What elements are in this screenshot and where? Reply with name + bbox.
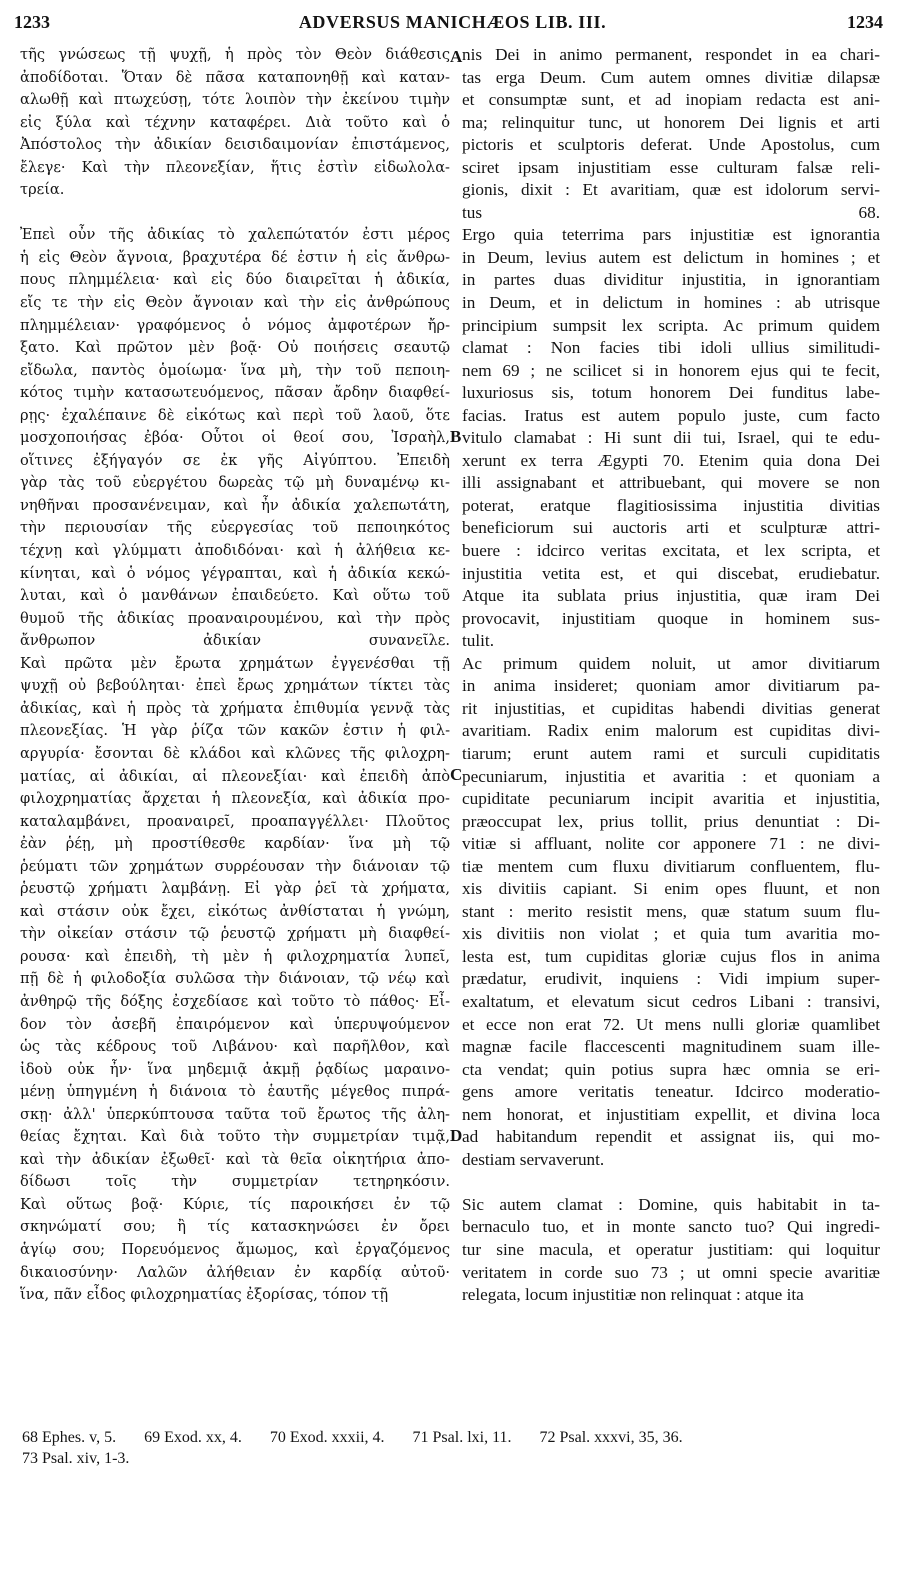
greek-text-line: πλεονεξίας. Ἡ γὰρ ῥίζα τῶν κακῶν ἐστιν ἡ φιλ-	[20, 722, 450, 740]
footnote: 71 Psal. lxi, 11.	[412, 1429, 512, 1446]
greek-text-line: ἵνα, πᾶν εἶδος φιλοχρηματίας ἐξορίσας, τόπον τῇ	[20, 1286, 389, 1304]
page-number-left: 1233	[14, 12, 50, 32]
greek-text-line: τὴν οἰκείαν στάσιν τῷ ῥευστῷ χρήματι μὴ διαφθεί-	[20, 925, 450, 943]
greek-text-line: δικαιοσύνην· Λαλῶν ἀλήθειαν ἐν καρδίᾳ αὐτοῦ·	[20, 1263, 450, 1281]
footnote: 70 Exod. xxxii, 4.	[269, 1429, 385, 1446]
latin-text-line: relegata, locum injustitiæ non relinquat : atque ita	[462, 1285, 804, 1305]
latin-text-line: avaritiam. Radix enim malorum est cupiditas divi-	[462, 721, 880, 741]
paragraph-gap	[20, 202, 450, 225]
latin-text-line: Ac primum quidem noluit, ut amor divitiarum	[462, 653, 880, 673]
page-number-right: 1234	[847, 12, 883, 32]
greek-text-line: Καὶ οὕτως βοᾷ· Κύριε, τίς παροικήσει ἐν τῷ	[20, 1195, 450, 1213]
footnote: 68 Ephes. v, 5.	[22, 1429, 117, 1446]
greek-text-line: τέχνῃ καὶ γλύμματι ἀποδιδόναι· καὶ ἡ ἀλήθεια κε-	[20, 542, 450, 560]
greek-text-line: τὴν περιουσίαν τῆς εὐεργεσίας τοῦ πεποιηκότος	[20, 519, 450, 537]
latin-text-line: poterat, eratque flagitiosissima injustitia divitias	[462, 495, 880, 515]
greek-text-line: ἰδοὺ οὐκ ἦν· ἵνα μηδεμιᾷ ἀκμῇ ῥᾳδίως μαραινο-	[20, 1060, 450, 1078]
latin-text-line: Atque ita sublata prius injustitia, quæ iram Dei	[462, 586, 880, 606]
greek-text-line: καταλαμβάνει, προαναιρεῖ, προαπαγγέλλει· Πλοῦτος	[20, 812, 450, 830]
greek-text-line: θείας ἔχηται. Καὶ διὰ τοῦτο τὴν συμμετρίαν τιμᾷ,	[20, 1128, 450, 1146]
greek-text-line: ἀποδίδοται. Ὅταν δὲ πᾶσα καταπονηθῇ καὶ καταν-	[20, 68, 450, 86]
latin-text-line: xerunt ex terra Ægypti 70. Etenim quia dona Dei	[462, 450, 880, 470]
greek-text-line: γὰρ τὰς τοῦ εὐεργέτου δωρεὰς τῷ μὴ δυναμένῳ κι-	[20, 474, 450, 492]
latin-text-line: tas erga Deum. Cum autem omnes divitiæ dilapsæ	[462, 67, 880, 87]
greek-text-line: ρουσα· καὶ ἐπειδὴ, τὴ μὲν ἡ φιλοχρηματία λυπεῖ,	[20, 947, 450, 965]
section-marker-c: C	[450, 765, 463, 784]
greek-text-line: ῥευστῷ χρήματι λαμβάνῃ. Εἰ γὰρ ῥεῖ τὰ χρήματα,	[20, 880, 450, 898]
latin-text-line: Sic autem clamat : Domine, quis habitabit in ta-	[462, 1194, 880, 1214]
paragraph-gap	[462, 1171, 880, 1194]
greek-text-line: ματίας, αἱ ἀδικίαι, αἱ πλεονεξίαι· καὶ ἐπειδὴ ἀπὸ	[20, 767, 450, 785]
latin-text-line: tiarum; erunt autem rami et surculi cupiditatis	[462, 743, 880, 763]
latin-text-line: nis Dei in animo permanent, respondet in ea chari-	[462, 45, 880, 64]
latin-text-line: principium sumpsit lex scripta. Ac primum quidem	[462, 315, 880, 335]
latin-text-line: injustitia vetita est, et qui discebat, erudiebatur.	[462, 563, 880, 583]
latin-text-line: destiam servaverunt.	[462, 1149, 605, 1169]
latin-text-line: cta vendat; quin potius supra hæc omnia se eri-	[462, 1059, 880, 1079]
latin-text-line: provocavit, injustitiam quoque in hominem sus-	[462, 608, 880, 628]
greek-text-line: καὶ τὴν ἀδικίαν ἐξωθεῖ· καὶ τὰ θεῖα οἰκητήρια ἀπο-	[20, 1150, 450, 1168]
greek-text-line: τῆς γνώσεως τῇ ψυχῇ, ἡ πρὸς τὸν Θεὸν διάθεσις	[20, 46, 450, 63]
latin-text-line: lesta est, tum cupiditas gloriæ cujus flos in anima	[462, 946, 880, 966]
latin-text-line: gionis, dixit : Et avaritiam, quæ est idolorum servi-	[462, 180, 880, 200]
section-marker-b: B	[450, 427, 462, 446]
greek-text-line: ῥεύματι τῶν χρημάτων συρρέουσαν τὴν διάνοιαν τῷ	[20, 857, 450, 875]
section-marker-a: A	[450, 47, 463, 66]
greek-text-line: κίνηται, καὶ ὁ νόμος γέγραπται, καὶ ἡ ἀδικία κεκώ-	[20, 564, 450, 582]
greek-text-line: οἵτινες ἐξήγαγόν σε ἐκ γῆς Αἰγύπτου. Ἐπειδὴ	[20, 451, 450, 469]
greek-text-line: μένῃ ὑπηγμένη ἡ διάνοια τὸ ἑαυτῆς μέγεθος πιπρά-	[20, 1083, 450, 1101]
greek-text-line: εἴς τε τὴν εἰς Θεὸν ἄγνοιαν καὶ τὴν εἰς ἀνθρώπους	[20, 294, 450, 312]
greek-text-line: δίδωσι τοῖς τὴν συμμετρίαν τετηρηκόσιν.	[20, 1173, 450, 1191]
running-header	[0, 12, 905, 42]
greek-text-line: αργυρία· ἔσονται δὲ κλάδοι καὶ κλῶνες τῆς φιλοχρη-	[20, 744, 450, 762]
greek-text-line: δον τὸν ἀσεβῆ ἐπαιρόμενον καὶ ὑπερυψούμενον	[20, 1015, 450, 1033]
greek-text-line: σκηνώματί σου; ἢ τίς κατασκηνώσει ἐν ὄρει	[20, 1218, 450, 1236]
greek-text-line: ἡ εἰς Θεὸν ἄγνοια, βραχυτέρα δέ ἐστιν ἡ εἰς ἄνθρω-	[20, 248, 450, 266]
latin-text-line: ma; relinquitur tunc, ut honorem Dei lignis et arti	[462, 112, 880, 132]
footnote: 69 Exod. xx, 4.	[144, 1429, 242, 1446]
latin-text-line: tiæ mentem cum fluxu divitiarum confluentem, flu-	[462, 856, 880, 876]
latin-text-line: ad habitandum rependit et assignat iis, qui mo-	[462, 1127, 880, 1147]
greek-text-line: πους πλημμέλεια· καὶ εἰς δύο διαιρεῖται ἡ ἀδικία,	[20, 271, 450, 289]
greek-text-line: εἴδωλα, παντὸς ὁμοίωμα· ἵνα μὴ, τὴν τοῦ πεποιη-	[20, 361, 450, 379]
latin-text-line: vitulo clamabat : Hi sunt dii tui, Israel, qui te edu-	[462, 428, 880, 448]
latin-text-line: bernaculo tuo, et in monte sancto tuo? Qui ingredi-	[462, 1217, 880, 1237]
greek-text-line: ἐὰν ῥέῃ, μὴ προστίθεσθε καρδίαν· ἵνα μὴ τῷ	[20, 835, 450, 853]
latin-text-line: pictoris et sculptoris deferat. Unde Apostolus, cum	[462, 135, 880, 155]
greek-text-line: Καὶ πρῶτα μὲν ἔρωτα χρημάτων ἐγγενέσθαι τῇ	[20, 654, 450, 672]
latin-text-line: facias. Iratus est autem populo juste, cum facto	[462, 405, 880, 425]
running-title: ADVERSUS MANICHÆOS LIB. III.	[298, 12, 607, 32]
footnote: 73 Psal. xiv, 1-3.	[22, 1450, 130, 1467]
latin-text-line: magnæ facile flaccescenti magnitudinem suam ille-	[462, 1037, 880, 1057]
greek-text-line: τρεία.	[20, 181, 65, 199]
greek-text-line: φιλοχρηματίας ἄρχεται ἡ πλεονεξία, καὶ ἀδικία προ-	[20, 790, 450, 808]
greek-text-line: Ἐπεὶ οὖν τῆς ἀδικίας τὸ χαλεπώτατόν ἐστι μέρος	[20, 226, 450, 244]
latin-text-line: præoccupat lex, prius tollit, prius denuntiat : Di-	[462, 811, 880, 831]
latin-text-line: in Deum, levius autem est delictum in homines ; et	[462, 247, 880, 267]
latin-text-line: xis divitiis capiant. Si enim opes fluunt, et non	[462, 879, 880, 899]
latin-text-line: exaltatum, et elevatum sicut cedros Libani : transivi,	[462, 991, 880, 1011]
latin-text-column	[462, 44, 880, 1307]
footnote-line	[22, 1427, 882, 1448]
latin-text-line: cupiditate pecuniarum incipit avaritia et injustitia,	[462, 789, 880, 809]
greek-text-line: ἁγίῳ σου; Πορευόμενος ἄμωμος, καὶ ἐργαζόμενος	[20, 1240, 450, 1258]
greek-text-line: ἀνθηρῷ τῆς δόξης ἐσχεδίασε καὶ τοῦτο τὸ πάθος· Εἶ-	[20, 992, 450, 1010]
latin-text-line: buere : idcirco veritas excitata, et lex scripta, et	[462, 541, 880, 561]
greek-text-line: ξατο. Καὶ πρῶτον μὲν βοᾷ· Οὐ ποιήσεις σεαυτῷ	[20, 339, 450, 357]
greek-text-line: πλημμέλειαν· γραφόμενος ὁ νόμος ἀμφοτέρων ἤρ-	[20, 316, 450, 334]
greek-text-line: ψυχῇ οὐ βεβούληται· ἐπεὶ ἔρως χρημάτων τίκτει τὰς	[20, 677, 450, 695]
latin-text-line: clamat : Non facies tibi idoli ullius similitudi-	[462, 338, 880, 358]
latin-text-line: prædatur, erudivit, inquiens : Vidi impium super-	[462, 969, 880, 989]
latin-text-line: et consumptæ sunt, et ad inopiam redacta est ani-	[462, 90, 880, 110]
latin-text-line: rit injustitias, et cupiditas habendi divitias generat	[462, 698, 880, 718]
greek-text-column	[20, 44, 450, 1307]
latin-text-line: tulit.	[462, 631, 494, 651]
greek-text-line: νηθῆναι προσανένειμαν, καὶ ἦν ἀδικία χαλεπωτάτη,	[20, 496, 450, 514]
latin-text-line: vitiæ si affluant, nolite cor apponere 71 : ne divi-	[462, 834, 880, 854]
greek-text-line: ἔλεγε· Καὶ τὴν πλεονεξίαν, ἥτις ἐστὶν εἰδωλολα-	[20, 158, 450, 176]
latin-text-line: beneficiorum sui auctoris arti et sculpturæ attri-	[462, 518, 880, 538]
latin-text-line: nem honorat, et injustitiam expellit, et divina loca	[462, 1104, 880, 1124]
latin-text-line: pecuniarum, injustitia et avaritia : et quoniam a	[462, 766, 880, 786]
greek-text-line: κότος τιμὴν κατασωτευόμενος, πᾶσαν ἄρδην διαφθεί-	[20, 384, 450, 402]
greek-text-line: μοσχοποιήσας ἐβόα· Οὗτοι οἱ θεοί σου, Ἰσραὴλ,	[20, 429, 450, 447]
greek-text-line: ρῃς· ἐχαλέπαινε δὲ εἰκότως καὶ περὶ τοῦ λαοῦ, ὅτε	[20, 406, 450, 424]
latin-text-line: veritatem in corde suo 73 ; ut omni specie avaritiæ	[462, 1262, 880, 1282]
greek-text-line: εἰς ξύλα καὶ τέχνην καταφέρει. Διὰ τοῦτο καὶ ὁ	[20, 113, 450, 131]
greek-text-line: ἄνθρωπον ἀδικίαν συνανεῖλε.	[20, 632, 450, 650]
latin-text-line: in Deum, et in delictum in homines : ab utrisque	[462, 293, 880, 313]
footnote-line	[22, 1448, 882, 1469]
greek-text-line: καὶ στάσιν οὐκ ἔχει, εἰκότως ἀνθίσταται ἡ γνώμη,	[20, 902, 450, 920]
latin-text-line: Ergo quia teterrima pars injustitiæ est ignorantia	[462, 225, 880, 245]
greek-text-line: πῇ δὲ ἡ φιλοδοξία συλῶσα τὴν διάνοιαν, τῷ νέῳ καὶ	[20, 970, 450, 988]
latin-text-line: tus 68.	[462, 202, 880, 222]
latin-text-line: et ecce non erat 72. Ut mens nulli gloriæ quamlibet	[462, 1014, 880, 1034]
latin-text-line: xis divitiis non violat ; et quia tum avaritia mo-	[462, 924, 880, 944]
footnotes	[22, 1427, 882, 1469]
greek-text-line: λυται, καὶ ὁ μανθάνων ἐπαιδεύετο. Καὶ οὕτω τοῦ	[20, 587, 450, 605]
greek-text-line: Ἀπόστολος τὴν ἀδικίαν δεισιδαιμονίαν ἐπιστάμενος,	[20, 136, 450, 154]
latin-text-line: nem 69 ; ne scilicet si in honorem ejus qui te fecit,	[462, 360, 880, 380]
latin-text-line: tur sine macula, et operatur justitiam: qui loquitur	[462, 1239, 880, 1259]
greek-text-line: θυμοῦ τῆς ἀδικίας προαναιρουμένου, καὶ τὴν πρὸς	[20, 609, 450, 627]
latin-text-line: stant : merito resistit mens, quæ statum suum flu-	[462, 901, 880, 921]
latin-text-line: in anima insideret; quoniam amor divitiarum pa-	[462, 676, 880, 696]
greek-text-line: ὡς τὰς κέδρους τοῦ Λιβάνου· καὶ παρῆλθον, καὶ	[20, 1038, 450, 1056]
latin-text-line: illi assignabant et attribuebant, qui movere se non	[462, 473, 880, 493]
latin-text-line: sciret ipsam injustitiam esse culturam falsæ reli-	[462, 157, 880, 177]
section-marker-d: D	[450, 1126, 463, 1145]
greek-text-line: ἀδικίας, καὶ ἡ πρὸς τὰ χρήματα ἐπιθυμία γεννᾷ τὰς	[20, 699, 450, 717]
latin-text-line: luxuriosus sis, totum honorem Dei funditus labe-	[462, 383, 880, 403]
latin-text-line: in partes duas dividitur injustitia, in ignorantiam	[462, 270, 880, 290]
footnote: 72 Psal. xxxvi, 35, 36.	[539, 1429, 683, 1446]
latin-text-line: gens amore veritatis teneatur. Idcirco moderatio-	[462, 1082, 880, 1102]
greek-text-line: σκῃ· ἀλλ' ὑπερκύπτουσα ταῦτα τοῦ ἔρωτος τῆς ἀλη-	[20, 1105, 450, 1123]
greek-text-line: αλωθῇ καὶ πτωχεύσῃ, τότε λοιπὸν τὴν ἐκείνου τιμὴν	[20, 91, 450, 109]
